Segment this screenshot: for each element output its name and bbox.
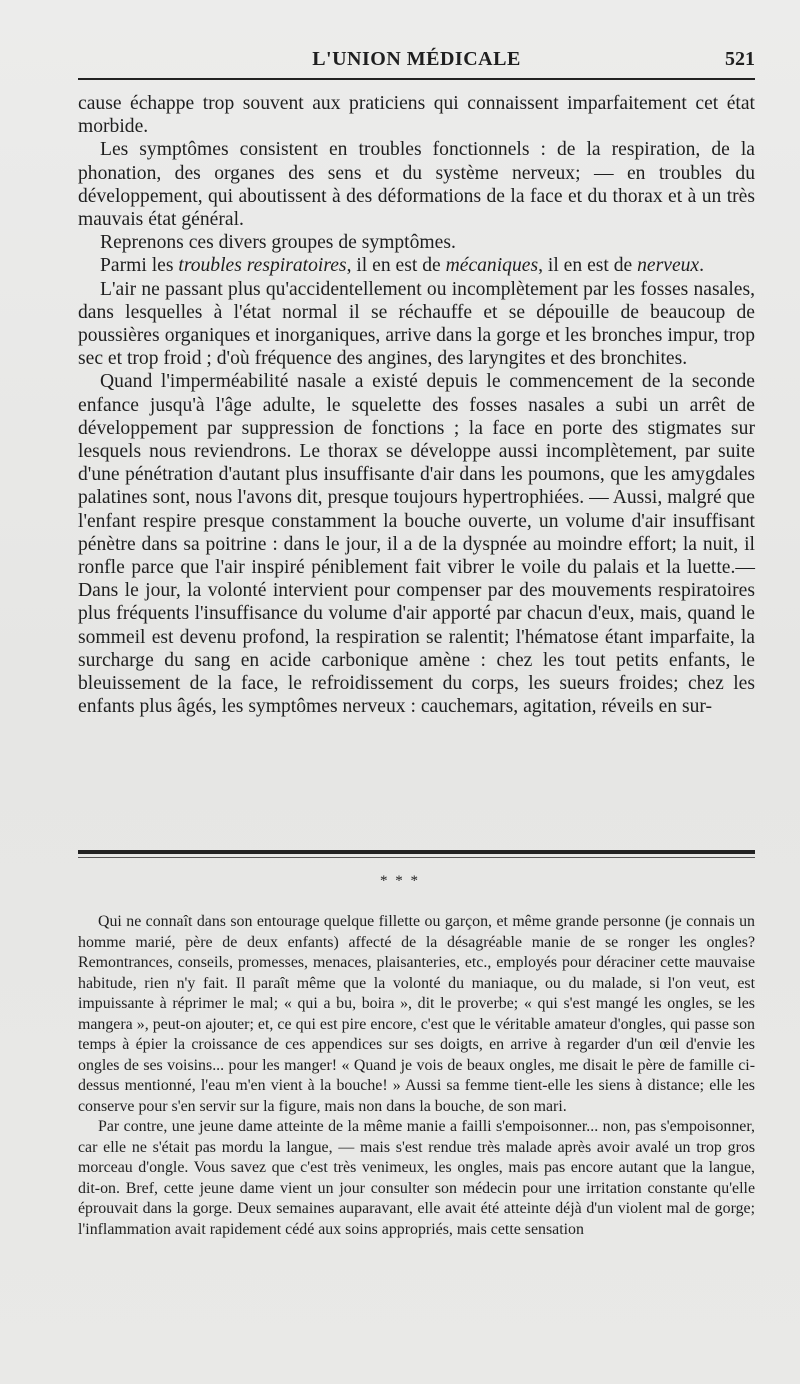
paragraph-air: L'air ne passant plus qu'accidentellement ou incomplètement par les fosses nasales, dans lesquelles à l'état normal il se réchauffe et se dépouille de beaucoup de poussières organiques et inorganiques, arrive dans la gorge et les bronches impur, trop sec et trop froid ; d'où fréquence des angines, des laryngites et des bronchites. (78, 278, 755, 370)
section-rule-thin (78, 857, 755, 858)
italic-term: troubles respiratoires (178, 255, 347, 277)
italic-term: nerveux (637, 255, 700, 277)
page-header (78, 40, 755, 80)
feuilleton-text (78, 912, 755, 1240)
note-paragraph-nail-biting: Qui ne connaît dans son entourage quelque fillette ou garçon, et même grande personne (je connais un homme marié, père de deux enfants) affecté de la désagréable manie de se ronger les ongles? Remontrances, conseils, promesses, menaces, plaisanteries, etc., employés pour déraciner cette mauvaise habitude, rien n'y fait. Il paraît même que la volonté du maniaque, ou du malade, si l'on veut, est impuissante à réprimer le mal; « qui a bu, boira », dit le proverbe; « qui s'est mangé les ongles, se les mangera », peut-on ajouter; et, ce qui est pire encore, c'est que le véritable amateur d'ongles, qui passe son temps à épier la croissance de ces appendices sur ses doigts, en arrive à regarder d'un œil d'envie les ongles de ses voisins... pour les manger! « Quand je vois de beaux ongles, me disait le père de famille ci-dessus mentionné, l'eau m'en vient à la bouche! » Aussi sa femme tient-elle les siens à distance; elle les conserve pour s'en servir sur la figure, mais non dans la bouche, de son mari. (78, 913, 755, 1115)
asterism: * * * (380, 873, 420, 889)
paragraph-symptoms: Les symptômes consistent en troubles fonctionnels : de la respiration, de la phonation, des organes des sens et du système nerveux; — en troubles du développement, qui aboutissent à des déformations de la face et du thorax et à un très mauvais état général. (78, 139, 755, 231)
text-run: , il en est de (346, 255, 446, 277)
italic-term: mécaniques (445, 255, 539, 277)
text-run: . (699, 255, 705, 277)
running-title: L'UNION MÉDICALE (312, 48, 521, 70)
header-rule (78, 78, 755, 80)
paragraph-respiratory (78, 254, 755, 277)
paragraph-groups: Reprenons ces divers groupes de symptômes. (100, 232, 456, 254)
page-number: 521 (725, 48, 755, 70)
paragraph-impermeability: Quand l'imperméabilité nasale a existé depuis le commencement de la seconde enfance jusqu'à l'âge adulte, le squelette des fosses nasales a subi un arrêt de développement par suppression de fonctions ; la face en porte des stigmates sur lesquels nous reviendrons. Le thorax se développe aussi incomplètement, par suite d'une pénétration d'autant plus insuffisante d'air dans les poumons, que les amygdales palatines sont, nous l'avons dit, presque toujours hypertrophiées. — Aussi, malgré que l'enfant respire presque constamment la bouche ouverte, un volume d'air insuffisant pénètre dans sa poitrine : dans le jour, il a de la dyspnée au moindre effort; la nuit, il ronfle parce que l'air inspiré péniblement fait vibrer le voile du palais et la luette.— Dans le jour, la volonté intervient pour compenser par des mouvements respiratoires plus fréquents l'insuffisance du volume d'air apporté par chacun d'eux, mais, quand le sommeil est devenu profond, la respiration se ralentit; l'hématose étant imparfaite, la surcharge du sang en acide carbonique amène : chez les tout petits enfants, le bleuissement de la face, le refroidissement du corps, les sueurs froides; chez les enfants plus âgés, les symptômes nerveux : cauchemars, agitation, réveils en sur- (78, 371, 755, 718)
main-article (78, 92, 755, 718)
paragraph-continuation: cause échappe trop souvent aux praticiens qui connaissent imparfaitement cet état morbide. (78, 93, 755, 138)
text-run: Parmi les (100, 255, 179, 277)
text-run: , il en est de (538, 255, 638, 277)
note-paragraph-young-lady: Par contre, une jeune dame atteinte de la même manie a failli s'empoisonner... non, pas s'empoisonner, car elle ne s'était pas mordu la langue, — mais s'est rendue très malade après avoir avalé un trop gros morceau d'ongle. Vous savez que c'est très venimeux, les ongles, mais pas encore autant que la langue, dit-on. Bref, cette jeune dame vient un jour consulter son médecin pour une irritation constante qu'elle éprouvait dans la gorge. Deux semaines auparavant, elle avait été atteinte déjà d'un violent mal de gorge; l'inflammation avait rapidement cédé aux soins appropriés, mais cette sensation (78, 1118, 755, 1238)
section-rule (78, 850, 755, 854)
